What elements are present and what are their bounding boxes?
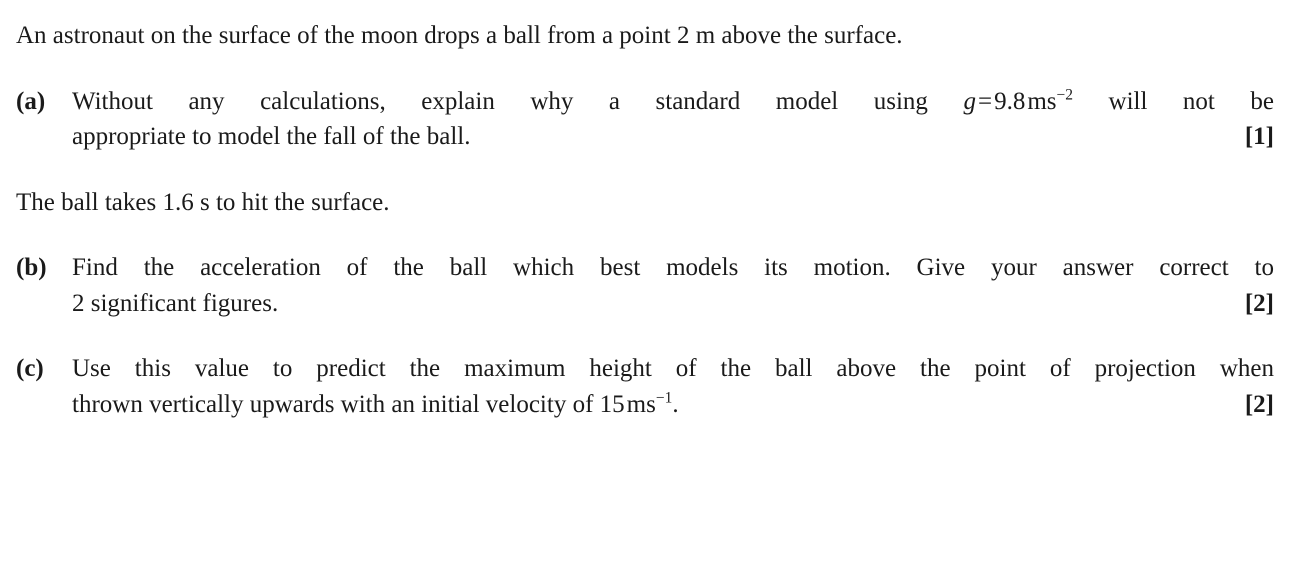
- part-a-text-before-math: Without any calculations, explain why a standard model using: [72, 87, 964, 115]
- part-b-body: [72, 250, 1274, 321]
- middle-text-before: The ball takes: [16, 188, 163, 216]
- part-a-text-after-math: will not be: [1073, 87, 1274, 115]
- math-equals: =: [977, 87, 993, 115]
- part-a-body: [72, 84, 1274, 155]
- part-c-body: [72, 351, 1274, 422]
- middle-paragraph: [16, 185, 1274, 221]
- math-unit: ms: [1027, 87, 1057, 115]
- part-c-text-after-math: .: [672, 390, 679, 418]
- part-c-math-number: 15: [599, 390, 625, 418]
- part-b-marks: [2]: [1244, 289, 1274, 317]
- part-c-math-exponent: −1: [655, 389, 673, 407]
- part-a-math: [963, 88, 1073, 115]
- part-a-line-2: [72, 119, 1274, 155]
- part-b-line-1: Find the acceleration of the ball which best models its motion. Give your answer correct to: [72, 254, 1274, 281]
- stem-value: 2 m: [676, 22, 716, 49]
- question-part-a: [16, 84, 1274, 155]
- math-number: 9.8: [994, 87, 1026, 115]
- part-b-line-2-text: 2 significant figures.: [72, 289, 279, 317]
- part-b-line-2: [72, 286, 1274, 322]
- part-c-marks: [2]: [1244, 390, 1274, 418]
- part-a-line-2-text: appropriate to model the fall of the ball.: [72, 123, 471, 150]
- part-a-marks: [1]: [1244, 123, 1274, 150]
- question-stem: [16, 18, 1274, 54]
- part-a-label: (a): [16, 87, 46, 115]
- part-a-line-1: [72, 84, 1274, 120]
- math-variable-g: g: [963, 87, 976, 115]
- part-c-math: [600, 391, 673, 418]
- part-c-math-unit: ms: [626, 390, 656, 418]
- question-part-c: [16, 351, 1274, 422]
- part-c-text-before-math: thrown vertically upwards with an initial velocity of: [72, 390, 600, 418]
- part-c-label: (c): [16, 355, 44, 382]
- middle-value: 1.6 s: [162, 188, 210, 216]
- part-b-label: (b): [16, 254, 47, 281]
- part-c-line-1: Use this value to predict the maximum height of the ball above the point of projection when: [72, 355, 1274, 382]
- stem-text-before: An astronaut on the surface of the moon drops a ball from a point: [16, 22, 677, 49]
- question-part-b: [16, 250, 1274, 321]
- middle-text-after: to hit the surface.: [209, 188, 390, 216]
- math-exponent: −2: [1056, 86, 1073, 104]
- part-c-line-2: [72, 387, 1274, 423]
- stem-text-after: above the surface.: [715, 22, 903, 49]
